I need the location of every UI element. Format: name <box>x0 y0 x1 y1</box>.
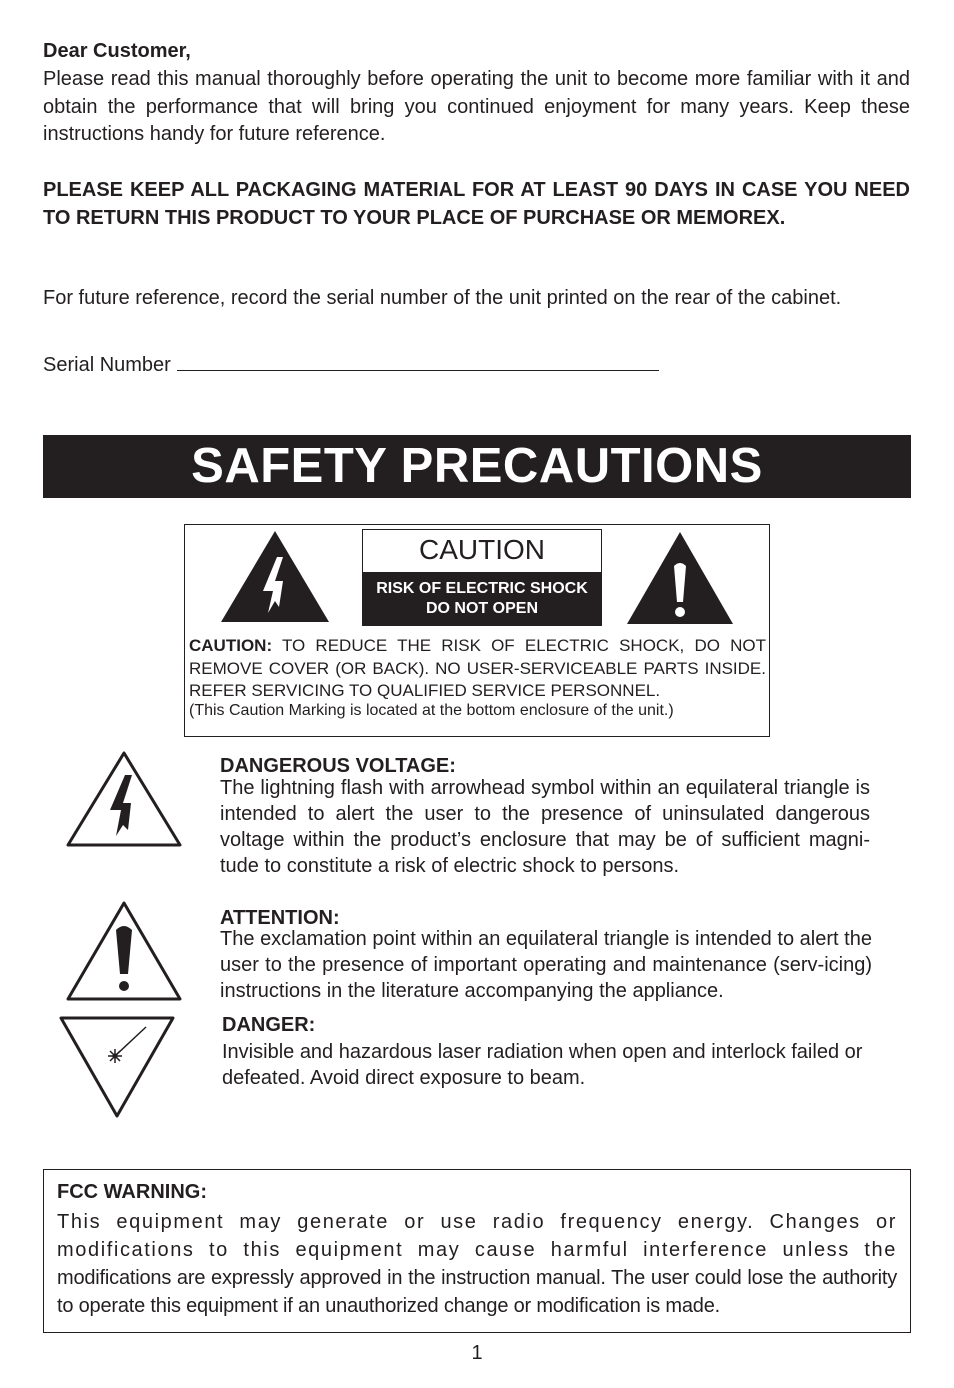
section-title-banner: SAFETY PRECAUTIONS <box>43 435 911 498</box>
serial-number-label: Serial Number <box>43 354 171 376</box>
packaging-notice: PLEASE KEEP ALL PACKAGING MATERIAL FOR AT LEAST 90 DAYS IN CASE YOU NEED TO RETURN THIS PRODUCT TO YOUR PLACE OF PURCHASE OR MEMOREX. <box>43 179 910 229</box>
caution-label <box>362 529 602 626</box>
lightning-triangle-outline-icon <box>65 750 183 848</box>
danger-title: DANGER: <box>222 1014 316 1036</box>
intro-paragraph: Please read this manual thoroughly before operating the unit to become more familiar with it and obtain the performance that will bring you continued enjoyment for many years. Keep these instructions handy for future reference. <box>43 68 910 145</box>
exclamation-triangle-outline-icon <box>65 900 183 1002</box>
caution-marking-note: (This Caution Marking is located at the bottom enclosure of the unit.) <box>189 702 674 719</box>
caution-label-line1: RISK OF ELECTRIC SHOCK <box>376 580 588 597</box>
caution-label-title: CAUTION <box>419 534 545 565</box>
fcc-warning-text: modifications are expressly approved in the instruction manual. The user could lose the authority to operate this equipment if an unauthorized change or modification is made. <box>57 1267 897 1317</box>
caution-label-warning <box>363 572 601 625</box>
danger-text: Invisible and hazardous laser radiation when open and interlock failed or defeated. Avoid direct exposure to beam. <box>222 1041 863 1089</box>
dangerous-voltage-title: DANGEROUS VOLTAGE: <box>220 755 456 777</box>
future-reference-note: For future reference, record the serial number of the unit printed on the rear of the cabinet. <box>43 287 842 309</box>
dangerous-voltage-text: The lightning flash with arrowhead symbol within an equilateral triangle is intended to alert the user to the presence of uninsulated dangerous voltage within the product’s enclosure that may be of sufficient magni-tude to constitute a risk of electric shock to persons. <box>220 777 870 877</box>
greeting: Dear Customer, <box>43 40 191 62</box>
caution-statement-lead: CAUTION: <box>189 636 273 655</box>
fcc-warning-text-spaced: This equipment may generate or use radio frequency energy. Changes or modifications to this equipment may cause harmful interference unless the <box>57 1211 897 1261</box>
caution-statement-body: TO REDUCE THE RISK OF ELECTRIC SHOCK, DO NOT REMOVE COVER (OR BACK). NO USER-SERVICEABLE PARTS INSIDE. REFER SERVICING TO QUALIFIED SERVICE PERSONNEL. <box>189 636 766 700</box>
caution-label-line2: DO NOT OPEN <box>425 600 538 617</box>
page-number: 1 <box>471 1342 483 1364</box>
laser-radiation-icon <box>58 1015 176 1119</box>
attention-text: The exclamation point within an equilateral triangle is intended to alert the user to the presence of important operating and maintenance (serv-icing) instructions in the literature accompanying the appliance. <box>220 928 872 1002</box>
serial-number-blank-line <box>177 353 659 371</box>
serial-number-row <box>43 353 659 377</box>
attention-title: ATTENTION: <box>220 907 340 929</box>
exclamation-triangle-icon <box>625 530 735 626</box>
lightning-triangle-icon <box>219 529 331 624</box>
caution-statement <box>189 635 766 703</box>
fcc-warning-title: FCC WARNING: <box>57 1181 207 1203</box>
